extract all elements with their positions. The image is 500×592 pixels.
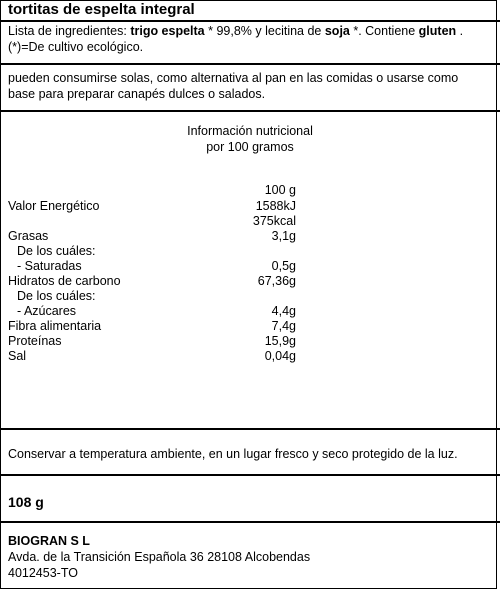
column-header: 100 g <box>264 183 296 197</box>
nutrient-label: - Saturadas <box>17 259 82 273</box>
nutrient-value: 15,9g <box>264 334 296 348</box>
nutrient-value: 1588kJ <box>255 199 296 213</box>
divider <box>0 428 500 430</box>
ingredients-line: Lista de ingredientes: trigo espelta * 99,8% y lecitina de soja *. Contiene gluten . <box>8 24 464 38</box>
nutrient-label: - Azúcares <box>17 304 77 318</box>
nutrient-label: Proteínas <box>8 334 62 348</box>
nutrient-value: 375kcal <box>252 214 296 228</box>
divider <box>0 63 500 65</box>
divider <box>0 20 500 22</box>
nutrient-value: 0,04g <box>264 349 296 363</box>
usage-line-1: pueden consumirse solas, como alternativa al pan en las comidas o usarse como <box>8 71 459 85</box>
nutrient-value: 7,4g <box>271 319 296 333</box>
nutrient-value: 0,5g <box>271 259 296 273</box>
nutrient-label: Fibra alimentaria <box>8 319 102 333</box>
nutrition-heading-1: Información nutricional <box>187 124 313 138</box>
divider <box>0 521 500 523</box>
divider <box>0 110 500 112</box>
nutrient-label: Sal <box>8 349 27 363</box>
nutrient-value: 3,1g <box>271 229 296 243</box>
nutrient-label: Hidratos de carbono <box>8 274 121 288</box>
nutrient-sublabel: De los cuáles: <box>17 244 96 258</box>
divider <box>0 474 500 476</box>
nutrient-label: Grasas <box>8 229 49 243</box>
nutrition-heading-2: por 100 gramos <box>206 140 294 154</box>
nutrient-value: 4,4g <box>271 304 296 318</box>
company-name: BIOGRAN S L <box>8 534 90 548</box>
ingredients-note: (*)=De cultivo ecológico. <box>8 40 144 54</box>
product-title: tortitas de espelta integral <box>8 1 195 18</box>
storage-text: Conservar a temperatura ambiente, en un lugar fresco y seco protegido de la luz. <box>8 447 458 461</box>
usage-line-2: base para preparar canapés dulces o salados. <box>8 87 266 101</box>
company-code: 4012453-TO <box>8 566 78 580</box>
company-address: Avda. de la Transición Española 36 28108 Alcobendas <box>8 550 311 564</box>
nutrient-sublabel: De los cuáles: <box>17 289 96 303</box>
nutrient-label: Valor Energético <box>8 199 100 213</box>
net-weight: 108 g <box>8 494 44 510</box>
nutrient-value: 67,36g <box>257 274 296 288</box>
